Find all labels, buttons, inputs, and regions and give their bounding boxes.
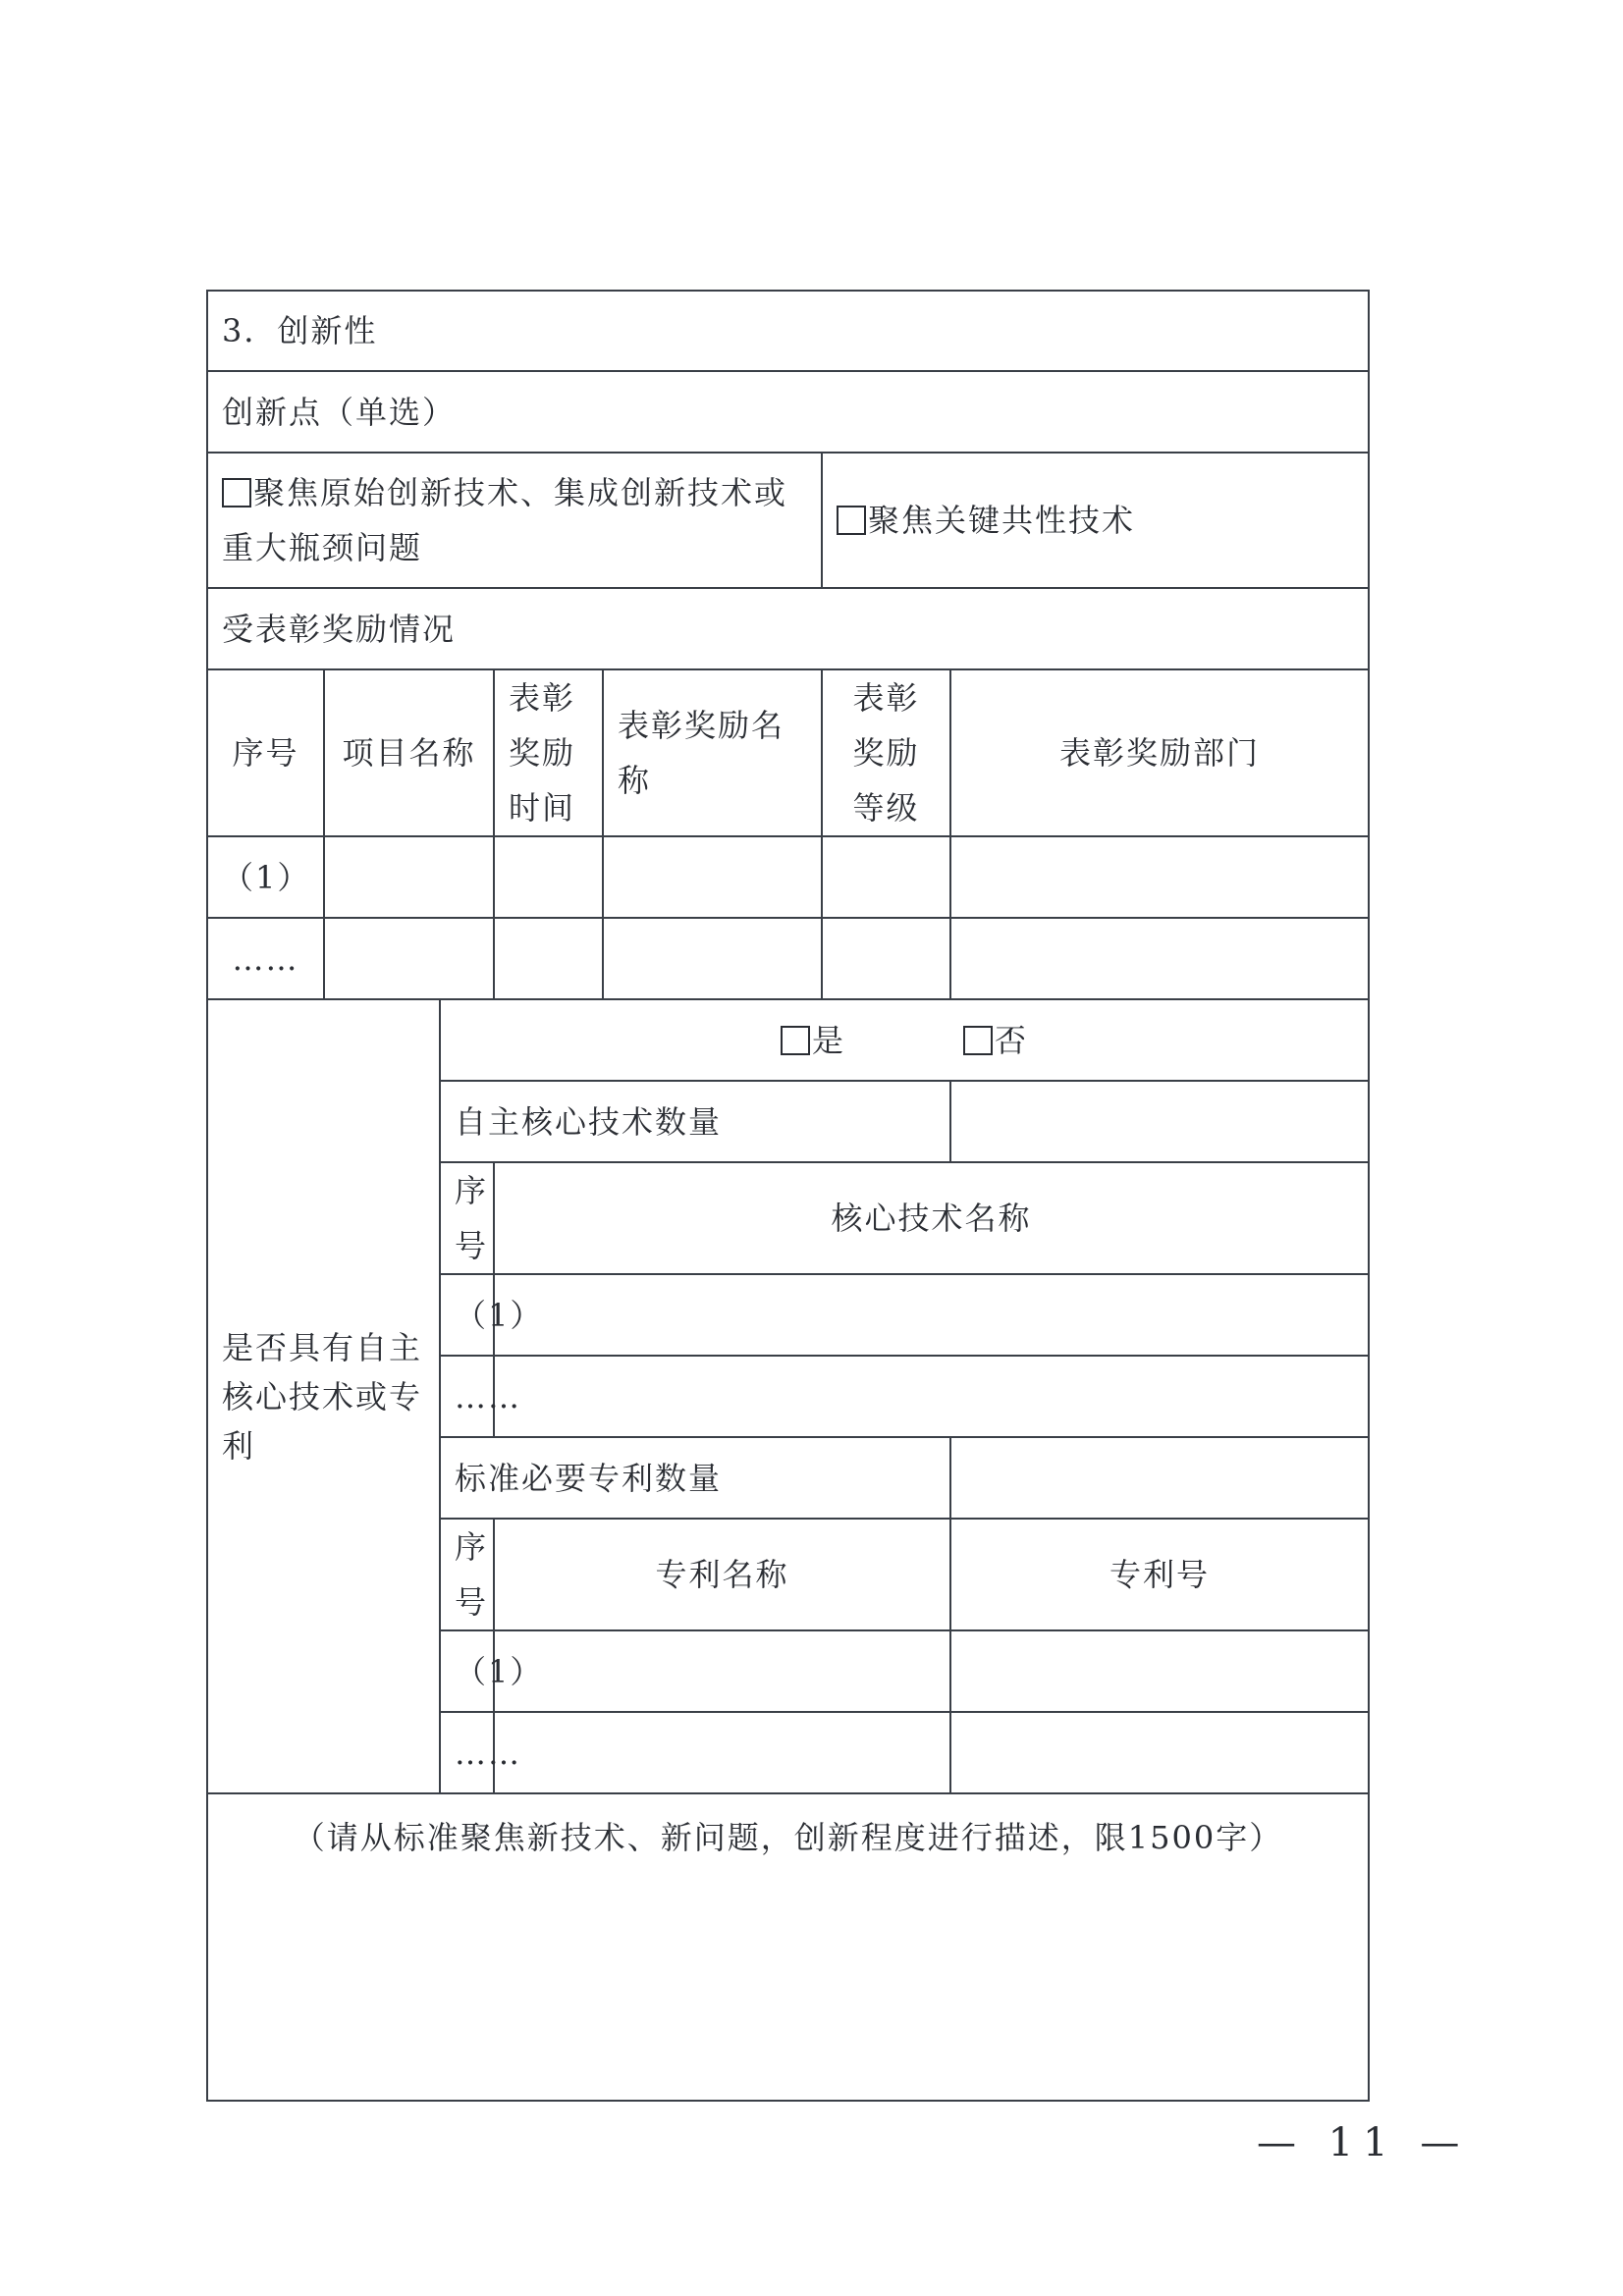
option-key-generic-tech[interactable]	[822, 453, 1369, 588]
patent-cell-number[interactable]	[950, 1630, 1369, 1712]
awards-header-award-level: 表彰奖励等级	[822, 669, 950, 836]
awards-cell-award-name[interactable]	[603, 918, 822, 999]
patent-count-label: 标准必要专利数量	[440, 1437, 950, 1519]
option-key-generic-tech-label: 聚焦关键共性技术	[868, 502, 1136, 539]
patent-row-index: ……	[440, 1712, 494, 1793]
awards-cell-award-time[interactable]	[494, 918, 603, 999]
checkbox-yes[interactable]	[781, 1026, 810, 1055]
innovation-options-row	[207, 453, 1369, 588]
innovation-form-table	[206, 290, 1370, 2102]
awards-row	[207, 918, 1369, 999]
awards-cell-project-name[interactable]	[324, 836, 494, 918]
page-number: — 11 —	[1257, 2120, 1470, 2165]
awards-cell-award-level[interactable]	[822, 836, 950, 918]
core-tech-header-name: 核心技术名称	[494, 1162, 1369, 1274]
awards-label-row	[207, 588, 1369, 669]
checkbox-original-innovation[interactable]	[222, 478, 251, 507]
awards-row-index: ……	[207, 918, 324, 999]
innovation-point-label: 创新点（单选）	[207, 371, 1369, 453]
core-tech-row-index: （1）	[440, 1274, 494, 1356]
awards-cell-award-name[interactable]	[603, 836, 822, 918]
awards-header-row	[207, 669, 1369, 836]
awards-cell-award-department[interactable]	[950, 836, 1369, 918]
option-original-innovation-label: 聚焦原始创新技术、集成创新技术或重大瓶颈问题	[222, 474, 788, 566]
awards-header-award-department: 表彰奖励部门	[950, 669, 1369, 836]
awards-header-award-name: 表彰奖励名称	[603, 669, 822, 836]
description-hint: （请从标准聚焦新技术、新问题，创新程度进行描述，限1500字）	[293, 1819, 1283, 1856]
awards-row	[207, 836, 1369, 918]
awards-row-index: （1）	[207, 836, 324, 918]
patent-cell-number[interactable]	[950, 1712, 1369, 1793]
core-tech-cell-name[interactable]	[494, 1356, 1369, 1437]
patent-count-value[interactable]	[950, 1437, 1369, 1519]
innovation-label-row	[207, 371, 1369, 453]
section-title: 3．创新性	[207, 291, 1369, 371]
core-tech-side-label: 是否具有自主核心技术或专利	[207, 999, 440, 1793]
patent-header-number: 专利号	[950, 1519, 1369, 1630]
section-title-row	[207, 291, 1369, 371]
awards-cell-award-department[interactable]	[950, 918, 1369, 999]
awards-header-award-time: 表彰奖励时间	[494, 669, 603, 836]
patent-row-index: （1）	[440, 1630, 494, 1712]
yes-label: 是	[811, 1021, 845, 1059]
description-row	[207, 1793, 1369, 2101]
core-tech-header-index: 序号	[440, 1162, 494, 1274]
awards-cell-award-time[interactable]	[494, 836, 603, 918]
awards-header-index: 序号	[207, 669, 324, 836]
option-original-innovation[interactable]	[207, 453, 822, 588]
awards-cell-project-name[interactable]	[324, 918, 494, 999]
core-tech-count-value[interactable]	[950, 1081, 1369, 1162]
core-tech-cell-name[interactable]	[494, 1274, 1369, 1356]
checkbox-no[interactable]	[963, 1026, 993, 1055]
awards-label: 受表彰奖励情况	[207, 588, 1369, 669]
patent-header-index: 序号	[440, 1519, 494, 1630]
no-label: 否	[995, 1021, 1029, 1059]
awards-header-project-name: 项目名称	[324, 669, 494, 836]
yes-no-row	[207, 999, 1369, 1081]
checkbox-key-generic-tech[interactable]	[837, 506, 866, 535]
awards-cell-award-level[interactable]	[822, 918, 950, 999]
yes-no-choice	[440, 999, 1369, 1081]
core-tech-count-label: 自主核心技术数量	[440, 1081, 950, 1162]
patent-header-name: 专利名称	[494, 1519, 950, 1630]
patent-cell-name[interactable]	[494, 1630, 950, 1712]
core-tech-row-index: ……	[440, 1356, 494, 1437]
patent-cell-name[interactable]	[494, 1712, 950, 1793]
description-box[interactable]	[207, 1793, 1369, 2101]
